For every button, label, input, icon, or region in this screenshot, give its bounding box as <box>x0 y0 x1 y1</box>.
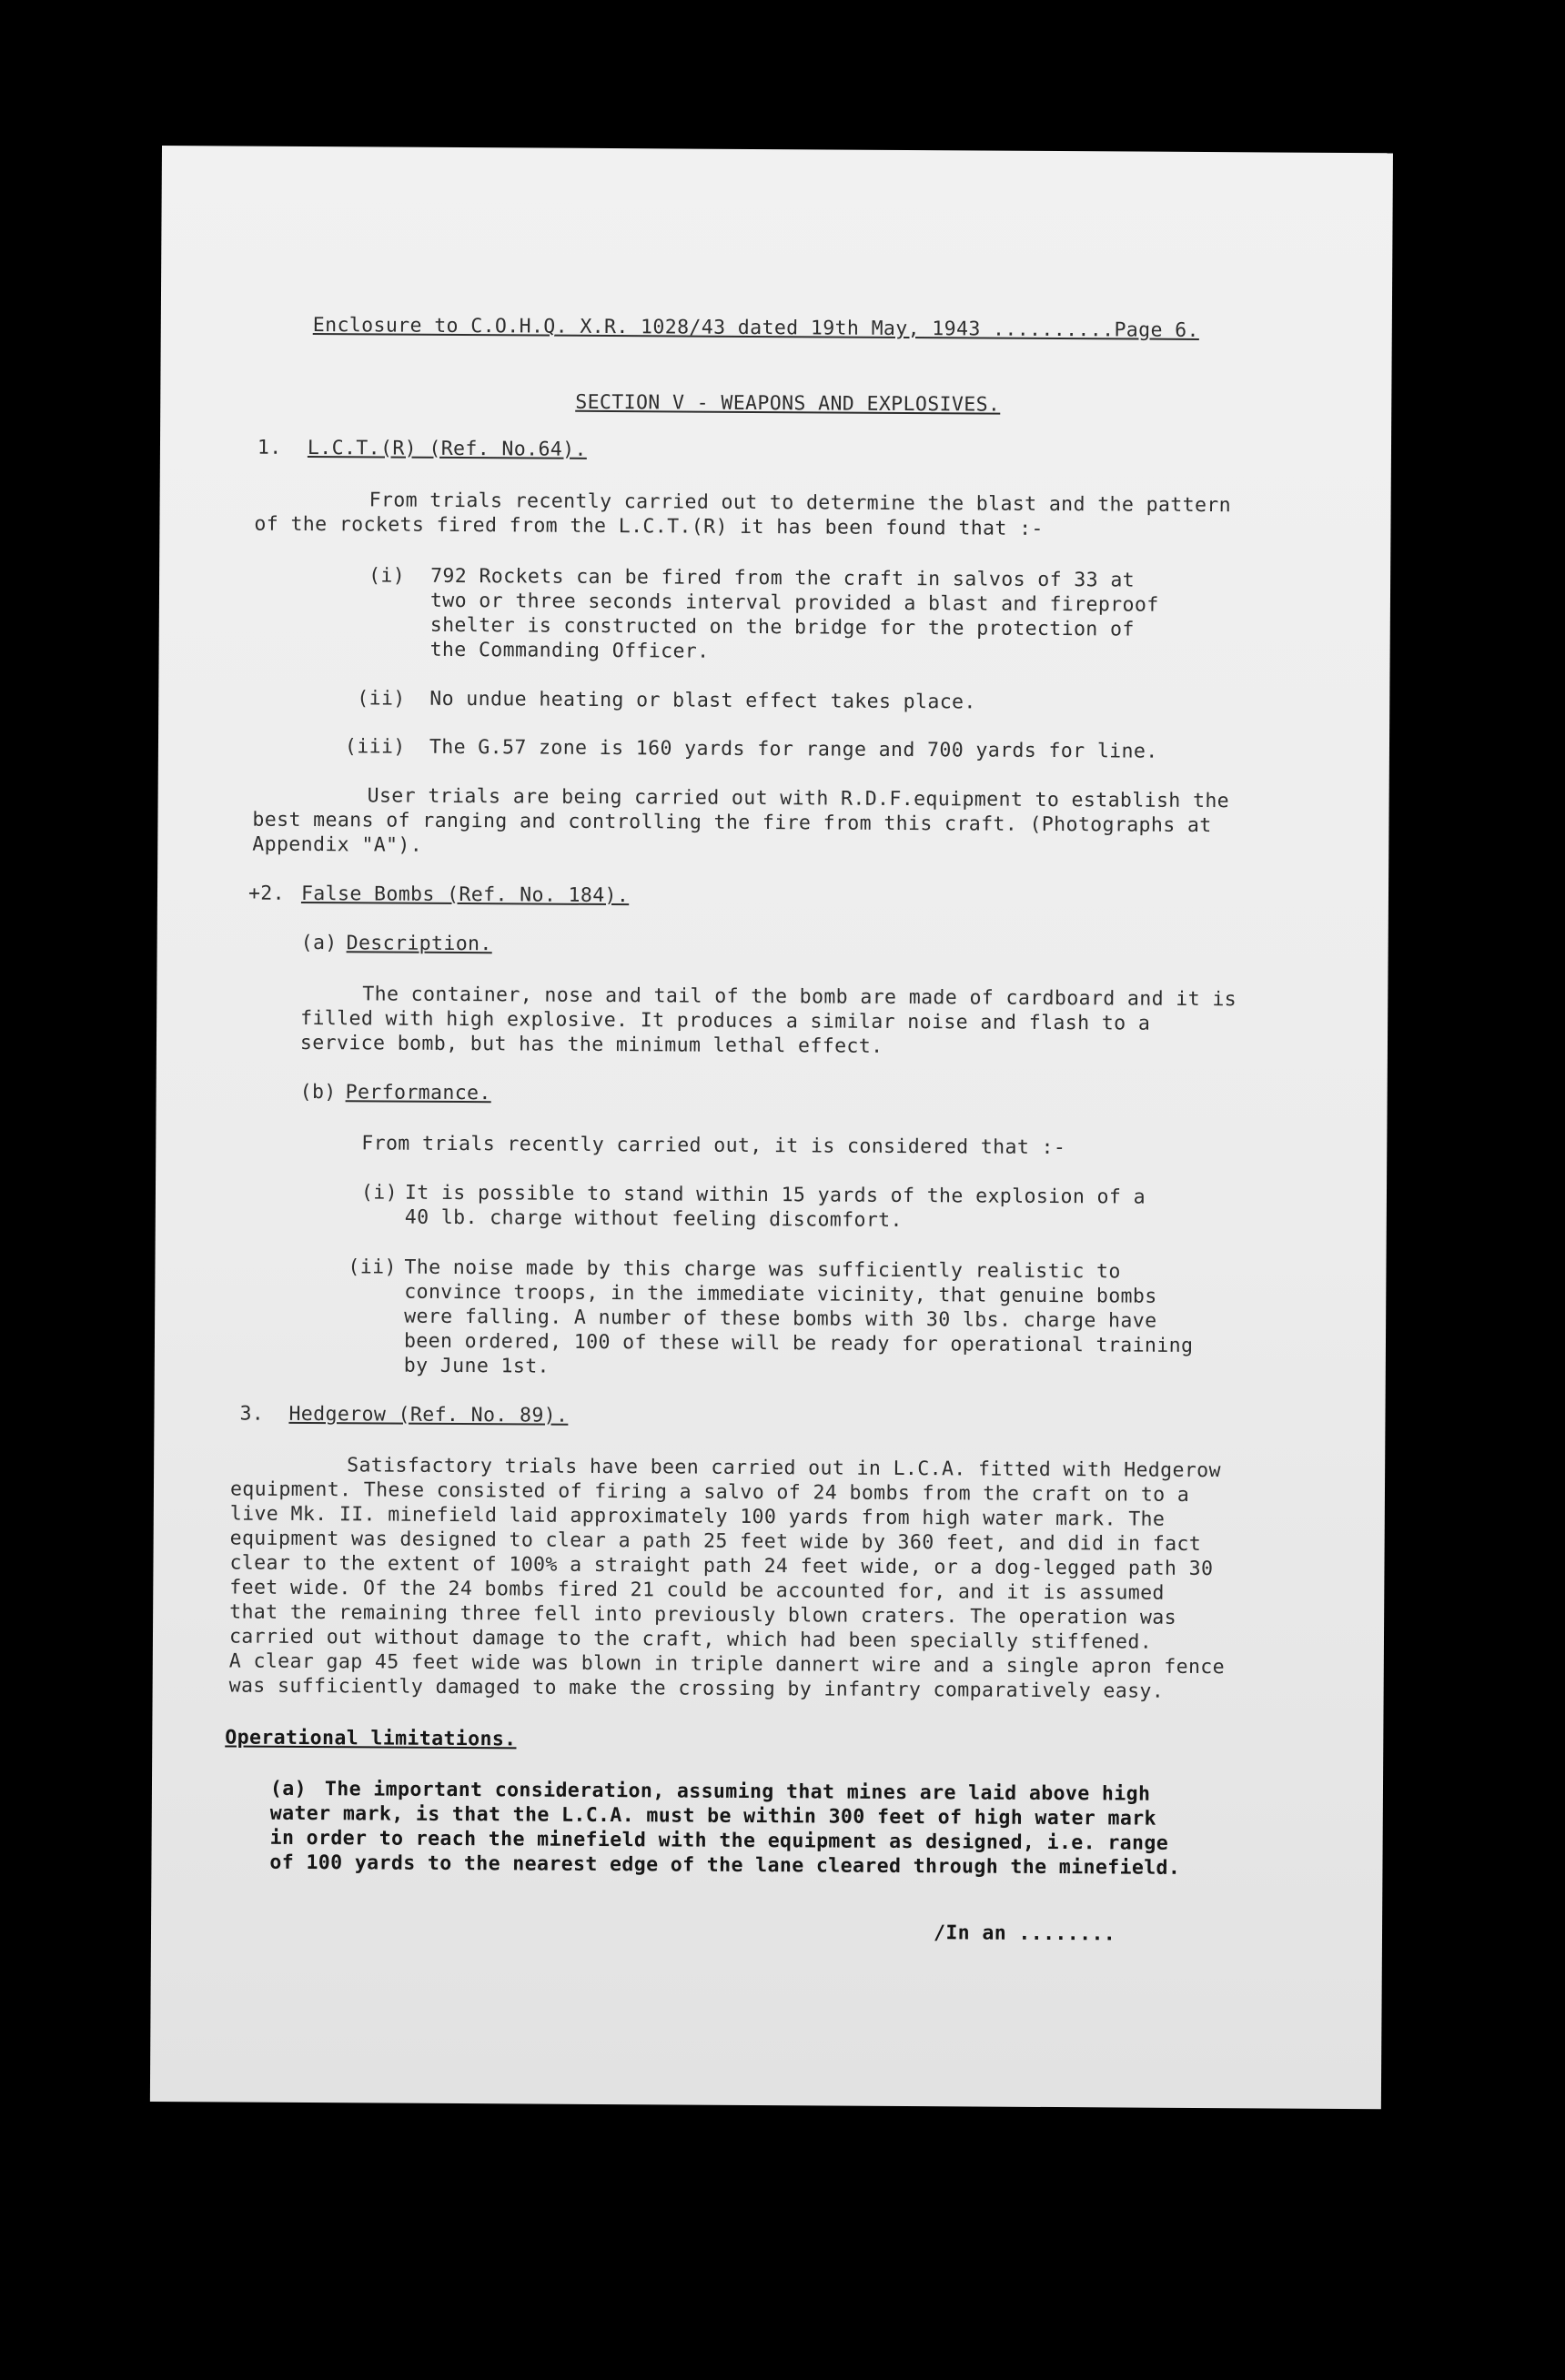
item3-body-line: Satisfactory trials have been carried out in L.C.A. fitted with Hedgerow <box>347 1454 1221 1483</box>
enclosure-header: Enclosure to C.O.H.Q. X.R. 1028/43 dated 19th May, 1943 ..........Page 6. <box>312 314 1199 342</box>
point-line: 40 lb. charge without feeling discomfort. <box>404 1205 903 1232</box>
item1-closing-line: best means of ranging and controlling the fire from this craft. (Photographs at <box>252 808 1212 838</box>
point-line: No undue heating or blast effect takes place. <box>429 687 976 714</box>
sub-label: (a) <box>300 931 338 955</box>
item1-heading: L.C.T.(R) (Ref. No.64). <box>307 436 587 461</box>
item3-body-line: equipment was designed to clear a path 25 feet wide by 360 feet, and did in fact <box>229 1527 1202 1557</box>
item3-body-line: A clear gap 45 feet wide was blown in triple dannert wire and a single apron fence <box>228 1649 1226 1679</box>
point-label: (i) <box>369 564 406 588</box>
point-line: The G.57 zone is 160 yards for range and 700 yards for line. <box>429 735 1158 763</box>
limitations-line: in order to reach the minefield with the equipment as designed, i.e. range <box>269 1826 1169 1855</box>
item3-body-line: was sufficiently damaged to make the crossing by infantry comparatively easy. <box>228 1674 1165 1703</box>
point-line: convince troops, in the immediate vicinity, that genuine bombs <box>404 1280 1157 1308</box>
point-label: (ii) <box>348 1256 397 1279</box>
point-line: The noise made by this charge was sufficiently realistic to <box>404 1256 1121 1284</box>
continuation-mark: /In an ........ <box>933 1921 1116 1946</box>
limitations-line: of 100 yards to the nearest edge of the lane cleared through the minefield. <box>269 1851 1181 1880</box>
point-line: been ordered, 100 of these will be ready for operational training <box>403 1329 1194 1357</box>
point-label: (i) <box>360 1181 399 1205</box>
item3-body-line: live Mk. II. minefield laid approximately 100 yards from high water mark. The <box>229 1502 1166 1531</box>
description-line: filled with high explosive. It produces a similar noise and flash to a <box>300 1006 1151 1035</box>
item3-body-line: clear to the extent of 100% a straight path 24 feet wide, or a dog-legged path 30 <box>229 1551 1214 1581</box>
point-label: (iii) <box>344 735 406 759</box>
item3-body-line: equipment. These consisted of firing a salvo of 24 bombs from the craft on to a <box>229 1477 1190 1507</box>
point-line: the Commanding Officer. <box>429 638 710 663</box>
point-line: two or three seconds interval provided a blast and fireproof <box>429 589 1159 617</box>
limitations-line: The important consideration, assuming that mines are laid above high <box>324 1778 1151 1806</box>
performance-title: Performance. <box>345 1081 491 1105</box>
point-line: shelter is constructed on the bridge for the protection of <box>429 613 1135 641</box>
item1-closing-line: Appendix "A"). <box>252 832 423 857</box>
sub-label: (b) <box>299 1080 337 1104</box>
item3-number: 3. <box>239 1402 265 1426</box>
description-line: The container, nose and tail of the bomb are made of cardboard and it is <box>362 983 1237 1012</box>
limitations-title: Operational limitations. <box>225 1726 517 1751</box>
item2-number: +2. <box>247 882 286 905</box>
item1-closing-line: User trials are being carried out with R.D.F.equipment to establish the <box>367 784 1230 813</box>
document-page <box>150 146 1393 2109</box>
item3-body-line: carried out without damage to the craft, which had been specially stiffened. <box>228 1625 1153 1654</box>
item1-number: 1. <box>257 436 282 459</box>
item2-heading: False Bombs (Ref. No. 184). <box>300 882 630 908</box>
item1-intro-line: of the rockets fired from the L.C.T.(R) it has been found that :- <box>254 512 1044 540</box>
limitations-line: water mark, is that the L.C.A. must be within 300 feet of high water mark <box>269 1801 1156 1830</box>
item3-heading: Hedgerow (Ref. No. 89). <box>288 1402 569 1427</box>
point-line: It is possible to stand within 15 yards of the explosion of a <box>404 1181 1146 1209</box>
section-title: SECTION V - WEAPONS AND EXPLOSIVES. <box>575 390 1001 417</box>
point-line: by June 1st. <box>403 1354 550 1378</box>
description-line: service bomb, but has the minimum lethal effect. <box>299 1031 883 1058</box>
performance-intro: From trials recently carried out, it is considered that :- <box>361 1132 1066 1160</box>
description-title: Description. <box>346 932 492 956</box>
point-label: (ii) <box>357 687 406 711</box>
item3-body-line: that the remaining three fell into previously blown craters. The operation was <box>229 1600 1177 1629</box>
item1-intro-line: From trials recently carried out to determine the blast and the pattern <box>369 489 1232 518</box>
point-line: 792 Rockets can be fired from the craft in salvos of 33 at <box>430 564 1136 592</box>
item3-body-line: feet wide. Of the 24 bombs fired 21 could be accounted for, and it is assumed <box>229 1576 1165 1605</box>
limitations-label: (a) <box>269 1777 308 1801</box>
point-line: were falling. A number of these bombs with 30 lbs. charge have <box>404 1305 1157 1333</box>
